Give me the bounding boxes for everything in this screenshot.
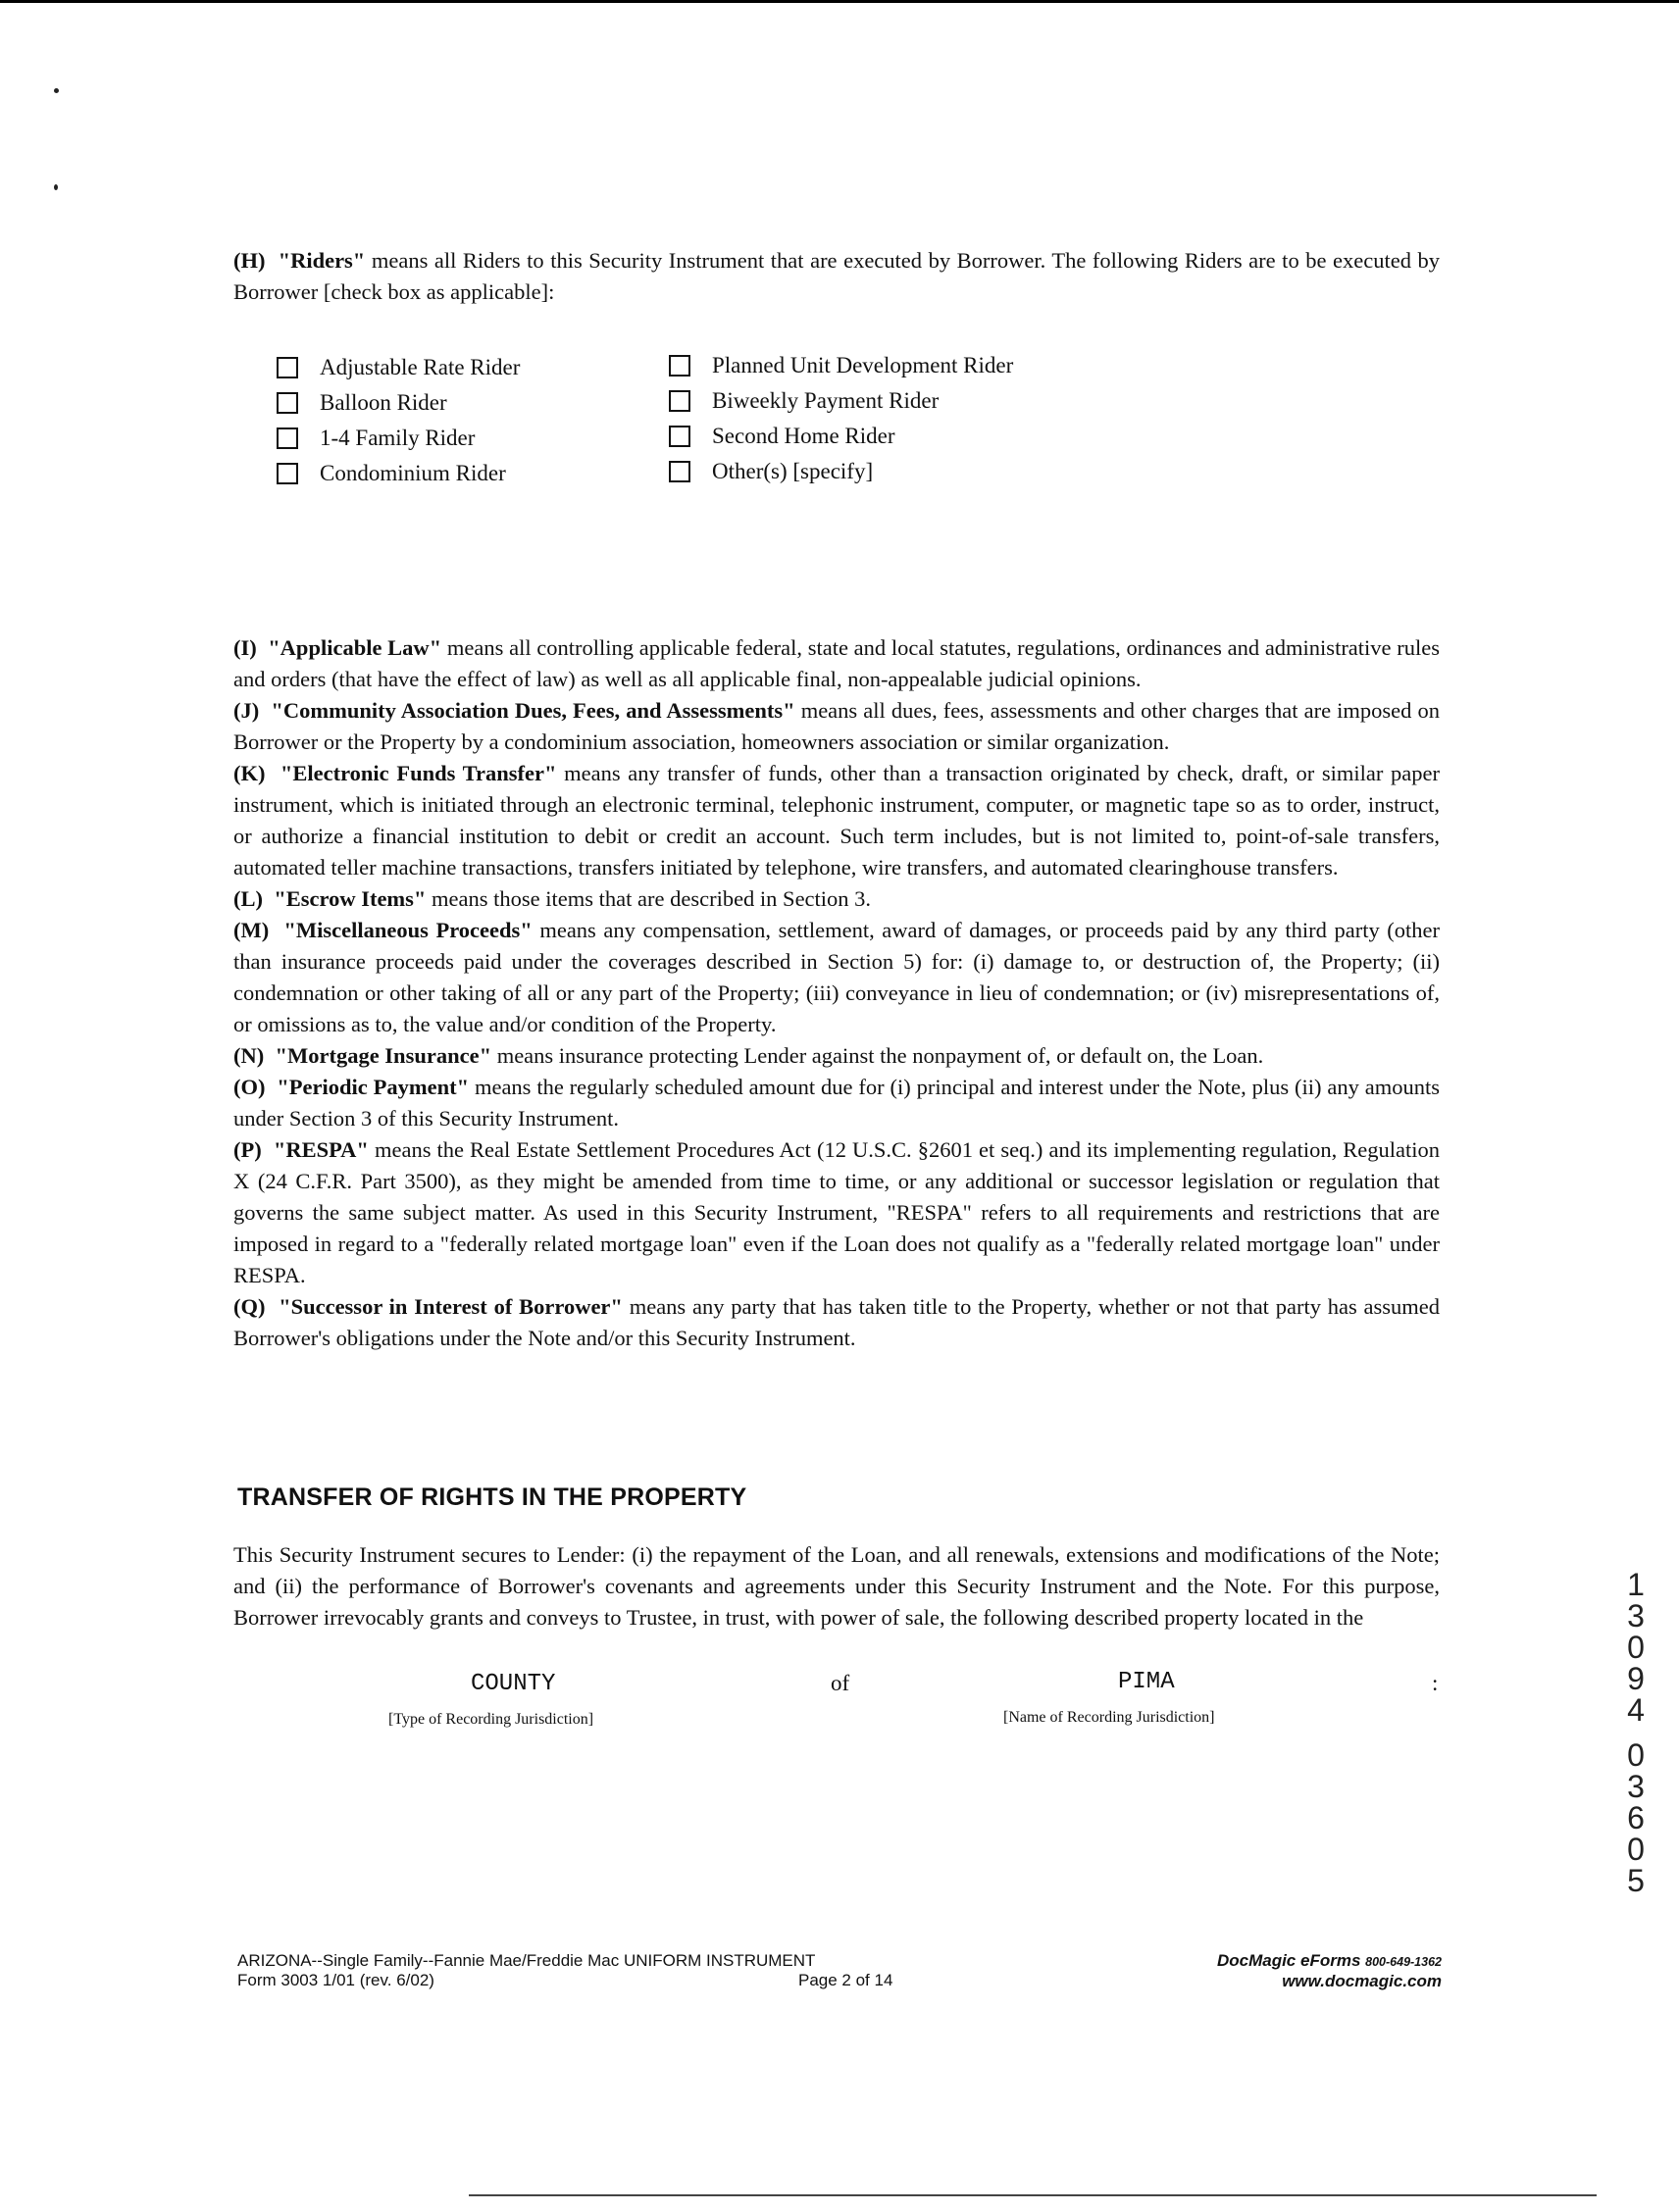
rider-label: Second Home Rider [712,424,895,448]
def-text: means any party that has taken title to the Property, whether or not that party has assumed Borrower's obligations under the Note and/or this Security Instrument. [233,1294,1440,1350]
stamp-digit: 0 [1627,1630,1645,1665]
checkbox[interactable] [669,390,690,412]
definition [233,1134,1440,1291]
brand-phone: 800-649-1362 [1365,1955,1442,1969]
checkbox[interactable] [277,427,298,449]
def-text: means the Real Estate Settlement Procedures Act (12 U.S.C. §2601 et seq.) and its implementing regulation, Regulation X (24 C.F.R. Part 3500), as they might be amended from time to time, or any additional or successor legislation or regulation that governs the same subject matter. As used in this Security Instrument, "RESPA" refers to all requirements and restrictions that are imposed in regard to a "federally related mortgage loan" even if the Loan does not qualify as a "federally related mortgage loan" under RESPA. [233,1137,1440,1287]
def-term: "Mortgage Insurance" [275,1043,492,1068]
def-term: "Escrow Items" [274,886,427,911]
rider-label: 1-4 Family Rider [320,426,476,450]
def-text: means any compensation, settlement, award of damages, or proceeds paid by any third party (other than insurance proceeds paid under the coverages described in Section 5) for: (i) damage to, or destruction of, the Property; (ii) condemnation or other taking of all or any part of the Property; (iii) conveyance in lieu of condemnation; or (iv) misrepresentations of, or omissions as to, the value and/or condition of the Property. [233,918,1440,1036]
top-scan-edge [0,0,1679,3]
rider-label: Biweekly Payment Rider [712,388,940,413]
jurisdiction-name-value: PIMA [1118,1669,1175,1695]
def-letter: (M) [233,918,270,942]
def-letter: (O) [233,1075,266,1099]
checkbox[interactable] [669,426,690,447]
def-term: "Electronic Funds Transfer" [280,761,557,785]
def-text: means all dues, fees, assessments and other charges that are imposed on Borrower or the Property by a condominium association, homeowners association or similar organization. [233,698,1440,754]
rider-option[interactable] [669,384,939,418]
definition [233,695,1440,758]
jurisdiction-type-caption: [Type of Recording Jurisdiction] [388,1711,594,1728]
definition [233,1040,1440,1072]
footer-page-number: Page 2 of 14 [798,1971,893,1989]
transfer-paragraph: This Security Instrument secures to Lender: (i) the repayment of the Loan, and all renewals, extensions and modifications of the Note; and (ii) the performance of Borrower's covenants and agreements under this Security Instrument and the Note. For this purpose, Borrower irrevocably grants and conveys to Trustee, in trust, with power of sale, the following described property located in the [233,1542,1440,1630]
def-term: "Miscellaneous Proceeds" [283,918,533,942]
stamp-digit: 6 [1627,1800,1645,1835]
definition [233,1072,1440,1134]
def-letter: (N) [233,1043,265,1068]
rider-label: Other(s) [specify] [712,459,874,483]
checkbox[interactable] [277,463,298,484]
rider-option[interactable] [277,422,475,455]
def-term: "Riders" [278,248,366,273]
footer-form-info [237,1951,815,1990]
rider-option[interactable] [277,351,520,384]
def-term: "RESPA" [273,1137,369,1162]
def-text: means insurance protecting Lender against the nonpayment of, or default on, the Loan. [491,1043,1264,1068]
stamp-digit: 0 [1627,1737,1645,1773]
def-letter: (K) [233,761,266,785]
definition [233,1291,1440,1354]
def-term: "Periodic Payment" [277,1075,470,1099]
def-text: means the regularly scheduled amount due for (i) principal and interest under the Note, plus (ii) any amounts under Section 3 of this Security Instrument. [233,1075,1440,1131]
rider-option[interactable] [277,457,506,490]
definitions-list [233,632,1440,1354]
def-letter: (J) [233,698,260,723]
def-text: means any transfer of funds, other than a transaction originated by check, draft, or similar paper instrument, which is initiated through an electronic terminal, telephonic instrument, computer, or magnetic tape so as to order, instruct, or authorize a financial institution to debit or credit an account. Such term includes, but is not limited to, point-of-sale transfers, automated teller machine transactions, transfers initiated by telephone, wire transfers, and automated clearinghouse transfers. [233,761,1441,880]
jurisdiction-name-caption: [Name of Recording Jurisdiction] [1003,1709,1215,1726]
colon: : [1432,1671,1439,1695]
def-term: "Applicable Law" [268,635,442,660]
of-word: of [831,1671,850,1695]
checkbox[interactable] [669,355,690,377]
footer-line2: Form 3003 1/01 (rev. 6/02) [237,1971,434,1989]
def-letter: (P) [233,1137,262,1162]
rider-option[interactable] [669,455,873,488]
def-term: "Community Association Dues, Fees, and Assessments" [271,698,795,723]
stamp-digit: 0 [1627,1832,1645,1867]
checkbox[interactable] [277,357,298,378]
jurisdiction-type-value: COUNTY [471,1671,556,1697]
stamp-digit: 1 [1627,1567,1645,1602]
stamp-digit: 3 [1627,1598,1645,1634]
definition [233,632,1440,695]
rider-label: Balloon Rider [320,390,447,415]
scan-speck [54,88,59,93]
def-term: "Successor in Interest of Borrower" [279,1294,623,1319]
definition [233,883,1440,915]
stamp-digit: 9 [1627,1661,1645,1696]
def-letter: (I) [233,635,257,660]
brand-name: DocMagic eForms [1216,1951,1361,1970]
scan-speck [54,184,58,190]
brand-website: www.docmagic.com [1282,1972,1442,1990]
section-heading: TRANSFER OF RIGHTS IN THE PROPERTY [237,1483,747,1511]
rider-option[interactable] [669,349,1013,382]
stamp-digit: 4 [1627,1692,1645,1728]
checkbox[interactable] [277,392,298,414]
def-letter: (H) [233,248,266,273]
rider-option[interactable] [669,420,895,453]
definition [233,915,1440,1040]
def-letter: (Q) [233,1294,266,1319]
rider-label: Condominium Rider [320,461,506,485]
bottom-scan-edge [469,2194,1597,2196]
rider-option[interactable] [277,386,447,420]
def-text: means all Riders to this Security Instrument that are executed by Borrower. The following Riders are to be executed by Borrower [check box as applicable]: [233,248,1440,304]
footer-line1: ARIZONA--Single Family--Fannie Mae/Freddie Mac UNIFORM INSTRUMENT [237,1951,816,1970]
riders-definition [233,245,1440,308]
def-text: means those items that are described in Section 3. [426,886,872,911]
footer-brand [1118,1951,1442,1991]
stamp-digit: 3 [1627,1769,1645,1804]
recording-stamp-number [1618,1569,1654,1896]
checkbox[interactable] [669,461,690,482]
rider-label: Planned Unit Development Rider [712,353,1014,377]
stamp-digit: 5 [1627,1863,1645,1898]
rider-label: Adjustable Rate Rider [320,355,521,379]
def-letter: (L) [233,886,263,911]
definition [233,758,1440,883]
def-text: means all controlling applicable federal, state and local statutes, regulations, ordinances and administrative rules and orders (that have the effect of law) as well as all applicable final, non-appealable judicial opinions. [233,635,1440,691]
